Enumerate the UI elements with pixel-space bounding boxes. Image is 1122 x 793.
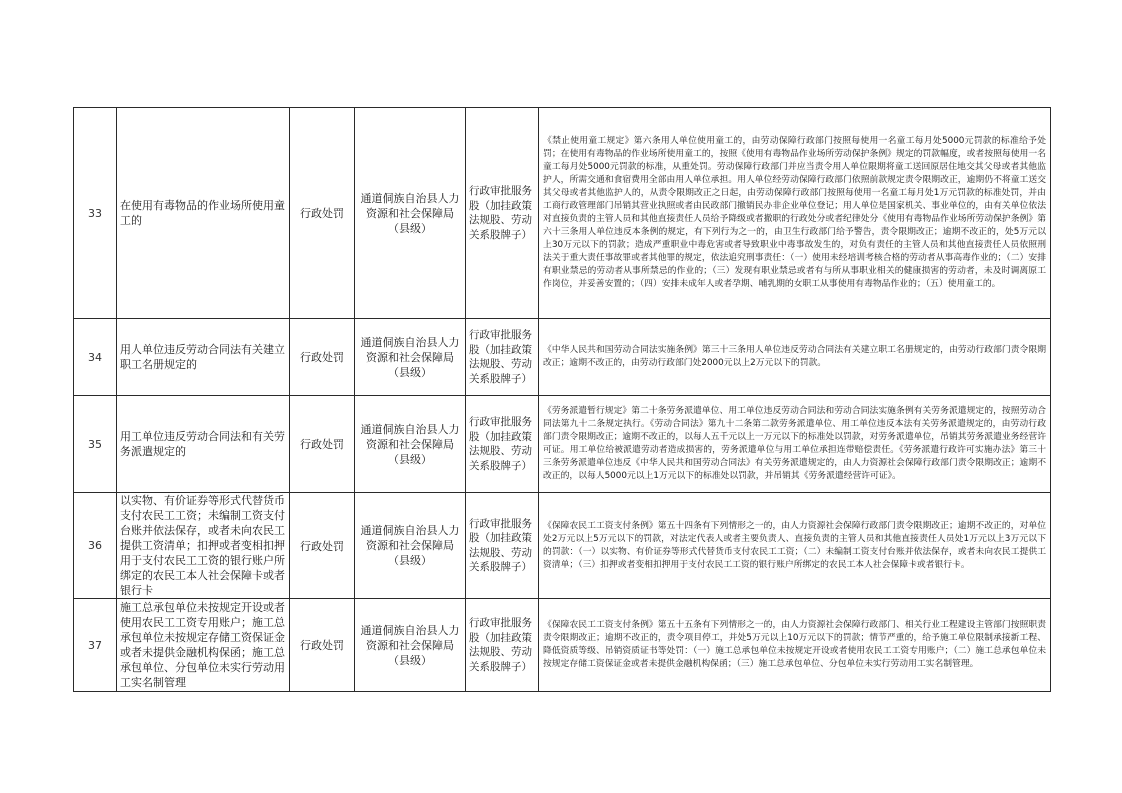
responsible-dept: 行政审批服务股（加挂政策法规股、劳动关系股牌子） [466, 493, 539, 599]
item-name: 用人单位违反劳动合同法有关建立职工名册规定的 [117, 319, 290, 396]
responsible-dept: 行政审批服务股（加挂政策法规股、劳动关系股牌子） [466, 396, 539, 493]
legal-basis: 《保障农民工工资支付条例》第五十五条有下列情形之一的，由人力资源社会保障行政部门、相关行业工程建设主管部门按照职责责令限期改正；逾期不改正的，责令项目停工，并处5万元以上10万元以下的罚款；情节严重的，给予施工单位限制承接新工程、降低资质等级、吊销资质证书等处罚：（一）施工总承包单位未按规定开设或者使用农民工工资专用账户；（二）施工总承包单位未按规定存储工资保证金或者未提供金融机构保函；（三）施工总承包单位、分包单位未实行劳动用工实名制管理。 [539, 599, 1051, 692]
legal-basis: 《保障农民工工资支付条例》第五十四条有下列情形之一的，由人力资源社会保障行政部门责令限期改正；逾期不改正的，对单位处2万元以上5万元以下的罚款，对法定代表人或者主要负责人、直接负责的主管人员和其他直接责任人员处1万元以上3万元以下的罚款：（一）以实物、有价证券等形式代替货币支付农民工工资；（二）未编制工资支付台账并依法保存，或者未向农民工提供工资清单；（三）扣押或者变相扣押用于支付农民工工资的银行账户所绑定的农民工本人社会保障卡或者银行卡。 [539, 493, 1051, 599]
row-number: 37 [74, 599, 117, 692]
table-row [74, 108, 1051, 319]
table-row [74, 599, 1051, 692]
item-type: 行政处罚 [290, 319, 355, 396]
responsible-org: 通道侗族自治县人力资源和社会保障局（县级） [355, 493, 466, 599]
table-row [74, 493, 1051, 599]
legal-basis: 《劳务派遣暂行规定》第二十条劳务派遣单位、用工单位违反劳动合同法和劳动合同法实施条例有关劳务派遣规定的，按照劳动合同法第九十二条规定执行。《劳动合同法》第九十二条第二款劳务派遣单位、用工单位违反本法有关劳务派遣规定的，由劳动行政部门责令限期改正；逾期不改正的，以每人五千元以上一万元以下的标准处以罚款，对劳务派遣单位，吊销其劳务派遣业务经营许可证。用工单位给被派遣劳动者造成损害的，劳务派遣单位与用工单位承担连带赔偿责任。《劳务派遣行政许可实施办法》第三十三条劳务派遣单位违反《中华人民共和国劳动合同法》有关劳务派遣规定的，由人力资源社会保障行政部门责令限期改正；逾期不改正的，以每人5000元以上1万元以下的标准处以罚款，并吊销其《劳务派遣经营许可证》。 [539, 396, 1051, 493]
responsible-org: 通道侗族自治县人力资源和社会保障局（县级） [355, 319, 466, 396]
item-type: 行政处罚 [290, 108, 355, 319]
responsible-dept: 行政审批服务股（加挂政策法规股、劳动关系股牌子） [466, 108, 539, 319]
row-number: 36 [74, 493, 117, 599]
table-row [74, 396, 1051, 493]
responsible-org: 通道侗族自治县人力资源和社会保障局（县级） [355, 108, 466, 319]
legal-basis: 《中华人民共和国劳动合同法实施条例》第三十三条用人单位违反劳动合同法有关建立职工名册规定的，由劳动行政部门责令限期改正；逾期不改正的，由劳动行政部门处2000元以上2万元以下的罚款。 [539, 319, 1051, 396]
responsible-dept: 行政审批服务股（加挂政策法规股、劳动关系股牌子） [466, 319, 539, 396]
legal-basis: 《禁止使用童工规定》第六条用人单位使用童工的，由劳动保障行政部门按照每使用一名童工每月处5000元罚款的标准给予处罚；在使用有毒物品的作业场所使用童工的，按照《使用有毒物品作业场所劳动保护条例》规定的罚款幅度，或者按照每使用一名童工每月处5000元罚款的标准，从重处罚。劳动保障行政部门并应当责令用人单位限期将童工送回原居住地交其父母或者其他监护人，所需交通和食宿费用全部由用人单位承担。用人单位经劳动保障行政部门依照前款规定责令限期改正，逾期仍不将童工送交其父母或者其他监护人的，从责令限期改正之日起，由劳动保障行政部门按照每使用一名童工每月处1万元罚款的标准处罚，并由工商行政管理部门吊销其营业执照或者由民政部门撤销民办非企业单位登记；用人单位是国家机关、事业单位的，由有关单位依法对直接负责的主管人员和其他直接责任人员给予降级或者撤职的行政处分或者纪律处分《使用有毒物品作业场所劳动保护条例》第六十三条用人单位违反本条例的规定，有下列行为之一的，由卫生行政部门给予警告，责令限期改正；逾期不改正的，处5万元以上30万元以下的罚款；造成严重职业中毒危害或者导致职业中毒事故发生的，对负有责任的主管人员和其他直接责任人员依照刑法关于重大责任事故罪或者其他罪的规定，依法追究刑事责任：（一）使用未经培训考核合格的劳动者从事高毒作业的；（二）安排有职业禁忌的劳动者从事所禁忌的作业的；（三）发现有职业禁忌或者有与所从事职业相关的健康损害的劳动者，未及时调离原工作岗位，并妥善安置的；（四）安排未成年人或者孕期、哺乳期的女职工从事使用有毒物品作业的；（五）使用童工的。 [539, 108, 1051, 319]
responsible-org: 通道侗族自治县人力资源和社会保障局（县级） [355, 599, 466, 692]
item-name: 施工总承包单位未按规定开设或者使用农民工工资专用账户；施工总承包单位未按规定存储工资保证金或者未提供金融机构保函；施工总承包单位、分包单位未实行劳动用工实名制管理 [117, 599, 290, 692]
item-name: 用工单位违反劳动合同法和有关劳务派遣规定的 [117, 396, 290, 493]
item-type: 行政处罚 [290, 493, 355, 599]
item-name: 以实物、有价证券等形式代替货币支付农民工工资；未编制工资支付台账并依法保存，或者未向农民工提供工资清单；扣押或者变相扣押用于支付农民工工资的银行账户所绑定的农民工本人社会保障卡或者银行卡 [117, 493, 290, 599]
item-name: 在使用有毒物品的作业场所使用童工的 [117, 108, 290, 319]
item-type: 行政处罚 [290, 599, 355, 692]
row-number: 34 [74, 319, 117, 396]
responsible-dept: 行政审批服务股（加挂政策法规股、劳动关系股牌子） [466, 599, 539, 692]
table-row [74, 319, 1051, 396]
row-number: 33 [74, 108, 117, 319]
penalty-items-table [73, 107, 1051, 692]
item-type: 行政处罚 [290, 396, 355, 493]
responsible-org: 通道侗族自治县人力资源和社会保障局（县级） [355, 396, 466, 493]
row-number: 35 [74, 396, 117, 493]
